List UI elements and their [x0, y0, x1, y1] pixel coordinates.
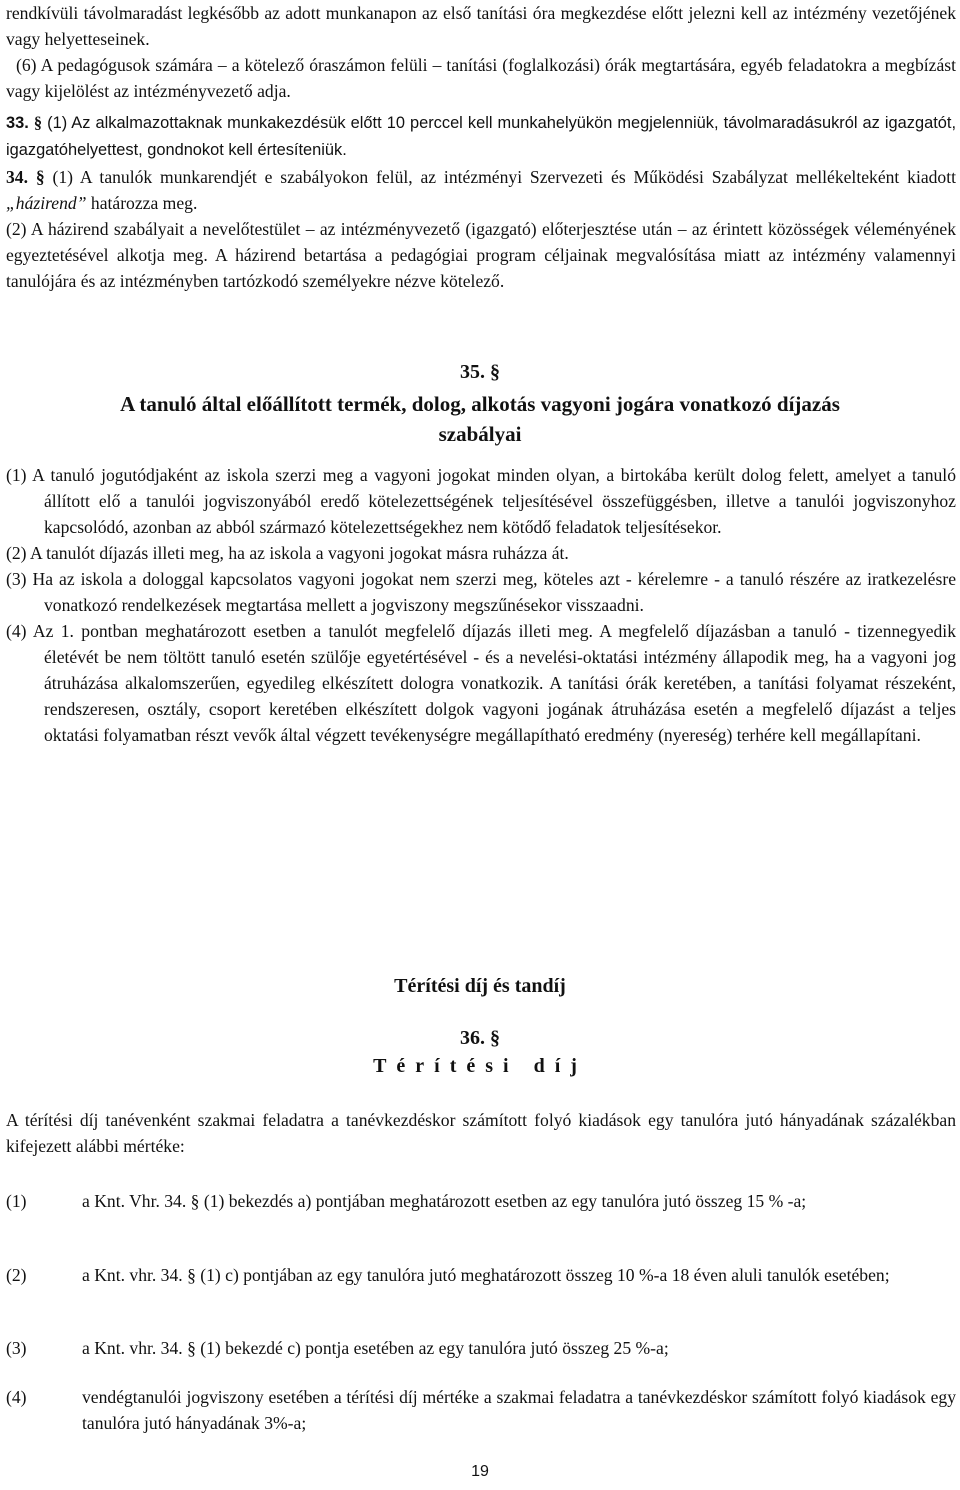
- continuation-paragraph: rendkívüli távolmaradást legkésőbb az adott munkanapon az első tanítási óra megkezdése előtt jelezni kell az intézmény vezetőjének vagy helyetteseinek.: [6, 3, 956, 49]
- list-item: [6, 1188, 956, 1214]
- fees-intro: A térítési díj tanévenként szakmai feladatra a tanévkezdéskor számított folyó kiadások egy tanulóra jutó hányadának százalékban kifejezett alábbi mértéke:: [6, 1110, 956, 1156]
- list-text: a Knt. vhr. 34. § (1) c) pontjában az egy tanulóra jutó meghatározott összeg 10 %-a 18 éven aluli tanulók esetében;: [82, 1265, 890, 1285]
- section-35-items: [6, 462, 956, 748]
- list-item: [6, 1262, 956, 1288]
- list-text: vendégtanulói jogviszony esetében a térítési díj mértéke a szakmai feladatra a tanévkezdéskor számított folyó kiadások egy tanulóra jutó hányadának 3%-a;: [82, 1387, 956, 1433]
- list-text: a Knt. vhr. 34. § (1) bekezdé c) pontja esetében az egy tanulóra jutó összeg 25 %-a;: [82, 1338, 669, 1358]
- fees-heading: Térítési díj és tandíj: [394, 975, 566, 997]
- paragraph-6: (6) A pedagógusok számára – a kötelező óraszámon felüli – tanítási (foglalkozási) órák megtartására, egyéb feladatokra a megbízást vagy kijelölést az intézményvezető adja.: [6, 55, 956, 101]
- section-33-number: 33.: [6, 114, 29, 132]
- section-34-p1-italic: „házirend”: [6, 193, 87, 213]
- list-marker: (1): [6, 1191, 27, 1211]
- list-item: (3) Ha az iskola a dologgal kapcsolatos vagyoni jogokat nem szerzi meg, köteles azt - kérelemre - a tanuló részére az iratkezelésre vonatkozó rendelkezések megtartása mellett a jogviszony megszűnésekor visszaadni.: [6, 569, 956, 615]
- section-35-title-line2: szabályai: [438, 422, 522, 446]
- section-34-number: 34.: [6, 167, 28, 187]
- list-marker: (4): [6, 1387, 27, 1407]
- list-marker: (2): [6, 1265, 27, 1285]
- section-35-number: 35. §: [460, 361, 500, 383]
- list-item: (1) A tanuló jogutódjaként az iskola szerzi meg a vagyoni jogokat minden olyan, a birtokába került dolog felett, amelyet a tanuló állított elő a tanulói jogviszonyából eredő kötelezettségének teljesítésével összefüggésben, illetve a tanulói jogviszonyhoz kapcsolódó, azonban az abból származó kötelezettségekhez nem kötődő feladatok teljesítésekor.: [6, 465, 956, 537]
- section-34-p2: (2) A házirend szabályait a nevelőtestület – az intézményvezető (igazgató) előterjesztése után – az érintett közösségek véleményének egyeztetésével alkotja meg. A házirend betartása a pedagógiai program céljainak megvalósítása miatt az intézmény valamennyi tanulójára és az intézményben tartózkodó személyekre nézve kötelező.: [6, 219, 956, 291]
- section-35-title-line1: A tanuló által előállított termék, dolog, alkotás vagyoni jogára vonatkozó díjazás: [120, 392, 840, 416]
- list-item: (4) Az 1. pontban meghatározott esetben a tanulót megfelelő díjazás illeti meg. A megfelelő díjazásban a tanuló - tizennegyedik életévét be nem töltött tanuló esetén szülője egyetértésével - és a nevelési-oktatási intézmény állapodik meg, ha a vagyoni jog átruházása alkalomszerűen, egyedileg elkészített dologra vonatkozik. A tanítási órák keretében, a tanítási folyamat részeként, rendszeresen, osztály, csoport keretében elkészített dolgok vagyoni jogának átruházása esetén a megfelelő díjazást a teljes oktatási folyamatban részt vevők által végzett tevékenységre megállapítható eredmény (nyereség) terhére kell megállapítani.: [6, 621, 956, 745]
- list-item: (2) A tanulót díjazás illeti meg, ha az iskola a vagyoni jogokat másra ruházza át.: [6, 543, 569, 563]
- section-34-p1-start: (1) A tanulók munkarendjét e szabályokon felül, az intézményi Szervezeti és Működési Szabályzat mellékelteként kiadott: [52, 167, 957, 187]
- section-34-p1-end: határozza meg.: [86, 193, 198, 213]
- section-34: [6, 164, 956, 294]
- list-marker: (3): [6, 1338, 27, 1358]
- top-section: [6, 0, 956, 104]
- page-number: 19: [471, 1463, 489, 1480]
- section-33: [6, 109, 956, 164]
- list-item: [6, 1384, 956, 1436]
- section-36-title: Térítési díj: [373, 1055, 587, 1077]
- section-33-text: (1) Az alkalmazottaknak munkakezdésük előtt 10 perccel kell munkahelyükön megjelenniük, távolmaradásukról az igazgatót, igazgatóhelyettest, gondnokot kell értesíteniük.: [6, 114, 956, 159]
- list-item: [6, 1335, 956, 1361]
- section-sign: §: [33, 113, 43, 132]
- section-36-number: 36. §: [460, 1027, 500, 1049]
- list-text: a Knt. Vhr. 34. § (1) bekezdés a) pontjában meghatározott esetben az egy tanulóra jutó összeg 15 % -a;: [82, 1191, 807, 1211]
- section-sign: §: [35, 167, 45, 187]
